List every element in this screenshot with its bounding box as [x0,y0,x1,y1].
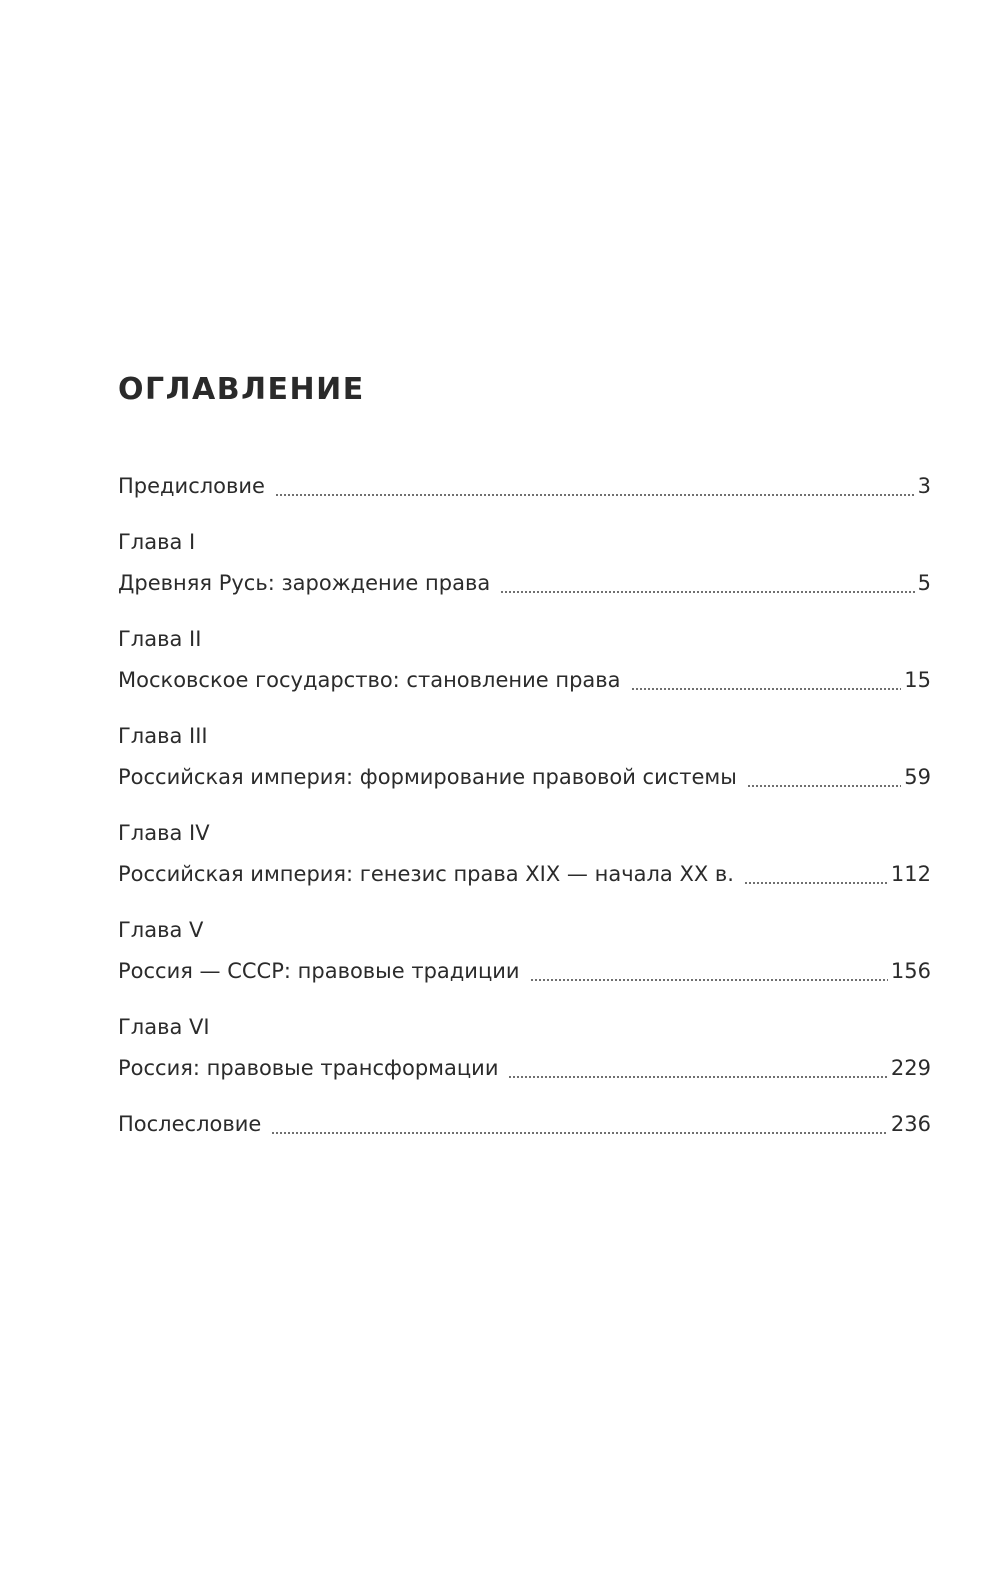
toc-list [118,466,931,1160]
toc-row [118,951,931,992]
toc-title: Предисловие [118,474,265,498]
toc-title: Послесловие [118,1112,262,1136]
toc-row [118,1104,931,1145]
toc-title: Московское государство: становление права [118,668,621,692]
dot-leader [747,780,901,792]
toc-entry-chapter-3 [118,716,931,798]
toc-title: Древняя Русь: зарождение права [118,571,491,595]
toc-page-number: 112 [890,862,931,886]
toc-page-number: 15 [904,668,931,692]
dot-leader [508,1071,887,1083]
toc-entry-afterword [118,1104,931,1145]
toc-page-number: 236 [890,1112,931,1136]
chapter-label: Глава III [118,724,208,748]
toc-row [118,1048,931,1089]
toc-entry-preface [118,466,931,507]
toc-title: Россия — СССР: правовые традиции [118,959,520,983]
toc-title: Российская империя: формирование правовой системы [118,765,737,789]
toc-page-number: 3 [917,474,931,498]
dot-leader [631,683,902,695]
toc-heading: ОГЛАВЛЕНИЕ [118,372,365,407]
dot-leader [271,1127,888,1139]
toc-row [118,466,931,507]
toc-entry-chapter-5 [118,910,931,992]
toc-row [118,854,931,895]
chapter-label: Глава V [118,918,204,942]
toc-page-number: 59 [904,765,931,789]
toc-row [118,660,931,701]
dot-leader [530,974,888,986]
dot-leader [500,586,914,598]
toc-entry-chapter-2 [118,619,931,701]
chapter-label: Глава VI [118,1015,210,1039]
toc-entry-chapter-1 [118,522,931,604]
toc-row [118,757,931,798]
chapter-label: Глава II [118,627,202,651]
toc-page-number: 156 [890,959,931,983]
chapter-label: Глава IV [118,821,210,845]
toc-title: Россия: правовые трансформации [118,1056,499,1080]
toc-row [118,563,931,604]
toc-entry-chapter-4 [118,813,931,895]
dot-leader [275,489,915,501]
toc-page-number: 229 [890,1056,931,1080]
chapter-label: Глава I [118,530,196,554]
toc-entry-chapter-6 [118,1007,931,1089]
toc-page-number: 5 [917,571,931,595]
toc-title: Российская империя: генезис права XIX — начала XX в. [118,862,734,886]
dot-leader [744,877,888,889]
